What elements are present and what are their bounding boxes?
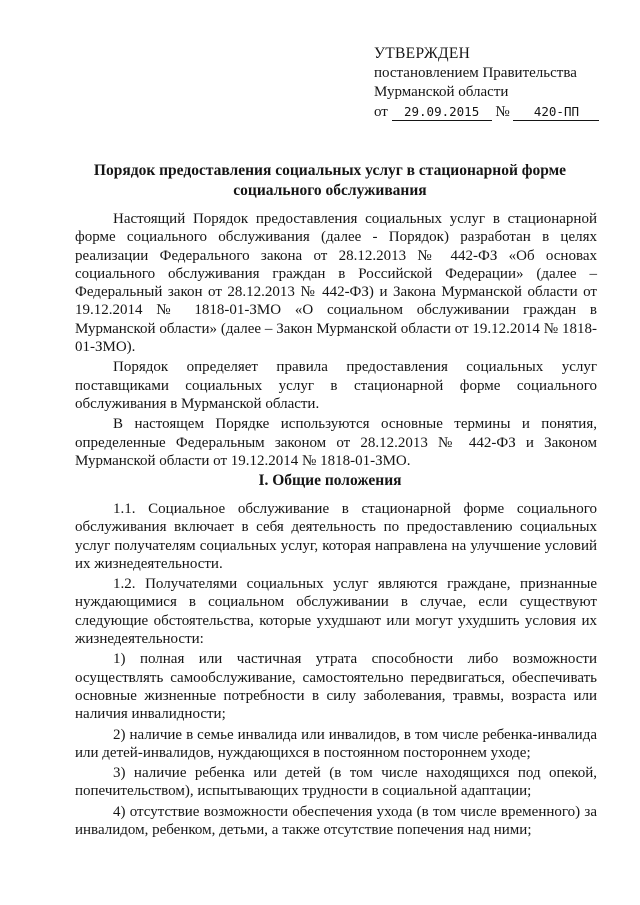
section-paragraph-1-1: 1.1. Социальное обслуживание в стационарной форме социального обслуживания включает в себя деятельность по предоставлению социальных услуг получателям социальных услуг, которая направлена на улучшение условий их жизнедеятельности. [75,501,597,572]
section-text [75,500,597,841]
approval-stamp [374,44,614,122]
document-title: Порядок предоставления социальных услуг в стационарной форме социального обслуживания [93,162,567,199]
approval-heading: УТВЕРЖДЕН [374,45,471,62]
approval-date-prefix: от [374,103,388,120]
approval-line-1: постановлением Правительства [374,64,577,81]
intro-paragraph-2: Порядок определяет правила предоставления социальных услуг поставщиками социальных услуг в стационарной форме социального обслуживания в Мурманской области. [75,359,597,412]
section-heading: I. Общие положения [258,472,402,489]
approval-number: 420-ПП [513,104,599,121]
approval-date-line [374,103,614,123]
intro-text [75,210,597,472]
list-item-3: 3) наличие ребенка или детей (в том числе находящихся под опекой, попечительством), испытывающих трудности в социальной адаптации; [75,765,597,800]
section-paragraph-1-2: 1.2. Получателями социальных услуг являются граждане, признанные нуждающимися в социальном обслуживании в случае, если существуют следующие обстоятельства, которые ухудшают или могут ухудшить условия их жизнедеятельности: [75,576,597,648]
list-item-2: 2) наличие в семье инвалида или инвалидов, в том числе ребенка-инвалида или детей-инвалидов, нуждающихся в постоянном постороннем уходе; [75,726,597,761]
approval-date: 29.09.2015 [392,104,492,121]
list-item-1: 1) полная или частичная утрата способности либо возможности осуществлять самообслуживание, самостоятельно передвигаться, обеспечивать основные жизненные потребности в силу заболевания, травмы, возраста или наличия инвалидности; [75,651,597,723]
list-item-4: 4) отсутствие возможности обеспечения ухода (в том числе временного) за инвалидом, ребенком, детьми, а также отсутствие попечения над ними; [75,803,597,839]
approval-number-prefix: № [495,103,510,120]
approval-line-2: Мурманской области [374,84,509,100]
intro-paragraph-1: Настоящий Порядок предоставления социальных услуг в стационарной форме социального обслуживания (далее - Порядок) разработан в целях реализации Федерального закона от 28.12.2013 № 442-ФЗ «Об основах социального обслуживания граждан в Российской Федерации» (далее – Федеральный закон от 28.12.2013 № 442-ФЗ) и Закона Мурманской области от 19.12.2014 № 1818-01-ЗМО «О социальном обслуживании граждан в Мурманской области» (далее – Закон Мурманской области от 19.12.2014 № 1818-01-ЗМО). [75,211,597,356]
intro-paragraph-3: В настоящем Порядке используются основные термины и понятия, определенные Федеральным законом от 28.12.2013 № 442-ФЗ и Законом Мурманской области от 19.12.2014 № 1818-01-ЗМО. [75,416,597,469]
